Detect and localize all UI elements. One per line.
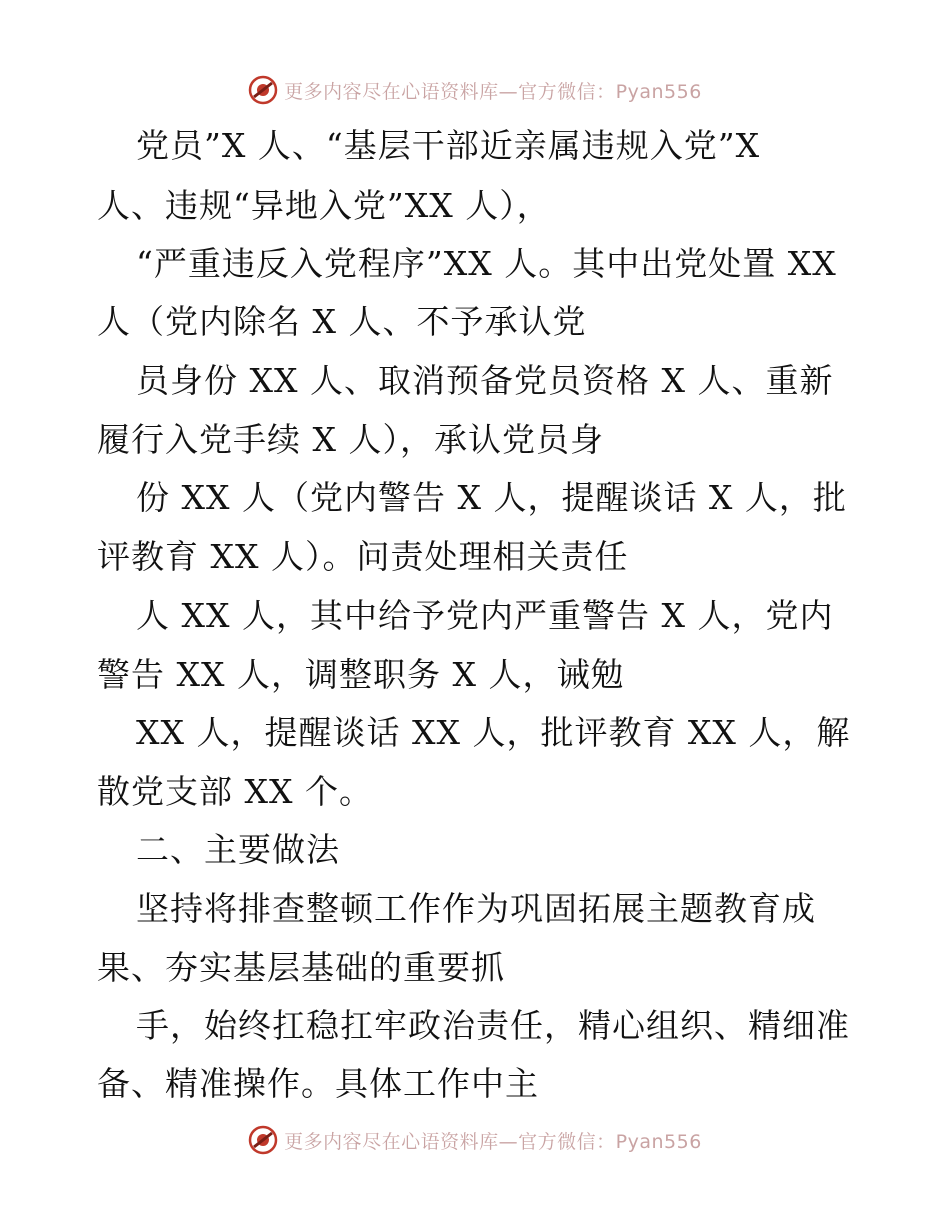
body-line-17: 备、精准操作。具体工作中主 (97, 1064, 539, 1103)
body-line-8: 评教育 XX 人）。问责处理相关责任 (97, 537, 629, 576)
header-banner (0, 70, 950, 110)
body-line-7: 份 XX 人（党内警告 X 人，提醒谈话 X 人，批 (136, 478, 847, 517)
body-line-4: 人（党内除名 X 人、不予承认党 (97, 302, 587, 341)
footer-banner (0, 1120, 950, 1160)
body-line-14: 坚持将排查整顿工作作为巩固拓展主题教育成 (136, 889, 816, 928)
body-line-11: XX 人，提醒谈话 XX 人，批评教育 XX 人，解 (136, 713, 851, 752)
logo-icon (248, 75, 278, 105)
body-line-5: 员身份 XX 人、取消预备党员资格 X 人、重新 (136, 361, 834, 400)
body-line-15: 果、夯实基层基础的重要抓 (97, 948, 505, 987)
body-line-3: “严重违反入党程序”XX 人。其中出党处置 XX (136, 244, 837, 283)
body-line-6: 履行入党手续 X 人），承认党员身 (97, 420, 604, 459)
header-banner-text: 更多内容尽在心语资料库—官方微信：Pyan556 (284, 80, 702, 103)
body-line-16: 手，始终扛稳扛牢政治责任，精心组织、精细准 (136, 1006, 850, 1045)
body-line-9: 人 XX 人，其中给予党内严重警告 X 人，党内 (136, 596, 834, 635)
body-line-2: 人、违规“异地入党”XX 人）， (97, 186, 551, 225)
body-line-12: 散党支部 XX 个。 (97, 772, 373, 811)
body-line-10: 警告 XX 人，调整职务 X 人，诫勉 (97, 655, 625, 694)
section-heading: 二、主要做法 (136, 830, 340, 869)
body-line-1: 党员”X 人、“基层干部近亲属违规入党”X (136, 126, 761, 165)
logo-icon (248, 1125, 278, 1155)
footer-banner-text: 更多内容尽在心语资料库—官方微信：Pyan556 (284, 1130, 702, 1153)
